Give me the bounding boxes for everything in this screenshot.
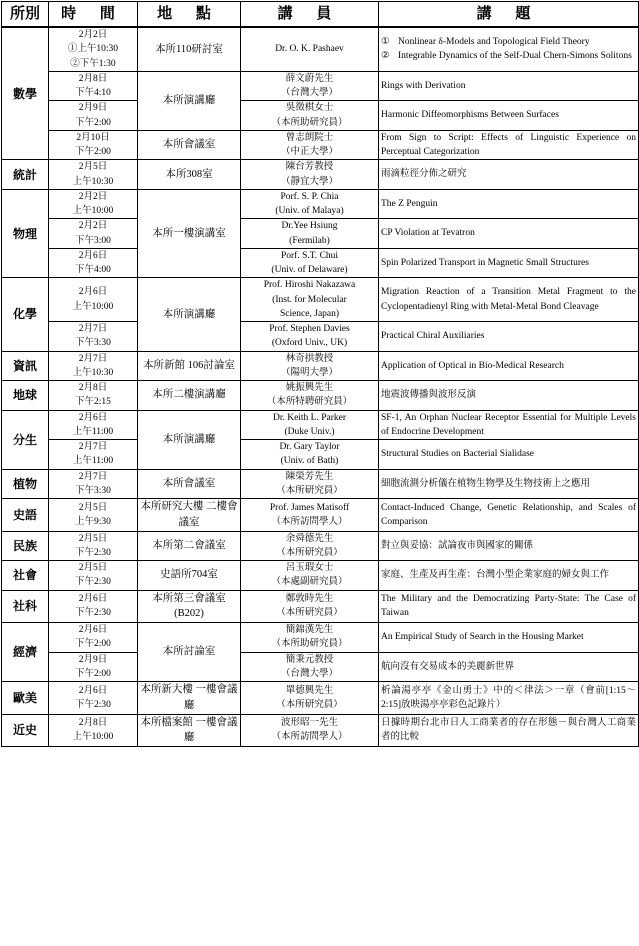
date-text: 2月6日 (78, 412, 108, 423)
table-row (2, 652, 639, 682)
speaker-cell (241, 440, 379, 470)
topic-cell: The Z Penguin (379, 189, 639, 219)
time-cell (49, 652, 138, 682)
time-cell (49, 219, 138, 249)
speaker-affiliation: （本所研究員） (276, 699, 343, 710)
dept-cell: 經濟 (2, 623, 49, 682)
date-text: 2月9日 (78, 654, 108, 665)
date-text: 2月6日 (78, 287, 108, 298)
topic-cell: From Sign to Script: Effects of Linguistic Experience on Perceptual Categorization (379, 130, 639, 160)
speaker-name: 曾志朗院士 (285, 132, 334, 143)
table-row (2, 219, 639, 249)
topic-item-text: Integrable Dynamics of the Self-Dual Chern-Simons Solitons (398, 51, 632, 62)
topic-cell: Structural Studies on Bacterial Sialidase (379, 440, 639, 470)
speaker-name: 姚振興先生 (285, 383, 334, 393)
place-cell: 本所第三會議室 (B202) (138, 590, 241, 623)
table-row (2, 278, 639, 322)
topic-cell: The Military and the Democratizing Party-State: The Case of Taiwan (379, 590, 639, 623)
topic-cell: 析論湯亭亭《金山勇士》中的＜律法＞一章（會前[1:15～2:15]放映湯亭亭彩色記錄片） (379, 682, 639, 715)
time-text: 上午11:00 (72, 426, 114, 437)
speaker-affiliation: (Inst. for Molecular (272, 294, 347, 305)
speaker-cell (241, 499, 379, 532)
date-text: 2月7日 (78, 324, 108, 334)
topic-cell: 家庭、生產及再生產：台灣小型企業家庭的婦女與工作 (379, 561, 639, 591)
place-cell: 本所會議室 (138, 469, 241, 499)
speaker-cell (241, 381, 379, 411)
speaker-affiliation: （本所研究員） (276, 547, 343, 558)
place-cell: 本所檔案館 一樓會議廳 (138, 714, 241, 747)
speaker-affiliation: （台灣大學） (280, 668, 338, 679)
time-text: 上午10:30 (72, 367, 114, 378)
place-cell: 本所一樓演講室 (138, 189, 241, 278)
speaker-cell (241, 189, 379, 219)
time-text: 下午2:00 (75, 147, 111, 157)
dept-cell: 統計 (2, 160, 49, 190)
dept-cell: 地球 (2, 381, 49, 411)
dept-cell: 歐美 (2, 682, 49, 715)
place-cell: 本所演講廳 (138, 71, 241, 130)
date-text: 2月7日 (78, 471, 108, 482)
table-row (2, 160, 639, 190)
time-cell (49, 71, 138, 101)
table-row (2, 714, 639, 747)
dept-cell: 分生 (2, 410, 49, 469)
header-topic: 講 題 (379, 2, 639, 28)
speaker-name: Dr. O. K. Pashaev (275, 44, 344, 55)
header-place: 地 點 (138, 2, 241, 28)
topic-cell: Rings with Derivation (379, 71, 639, 101)
speaker-name: 薛文蔚先生 (285, 73, 334, 84)
speaker-name: 簡錦漢先生 (285, 625, 334, 635)
table-row (2, 101, 639, 131)
place-cell: 本所演講廳 (138, 410, 241, 469)
speaker-name: 陳台芳教授 (285, 162, 334, 173)
place-cell: 本所會議室 (138, 130, 241, 160)
speaker-name: 吳徵棋女士 (285, 103, 334, 114)
speaker-cell (241, 590, 379, 623)
topic-item-number: ② (381, 51, 390, 62)
time-text: 下午2:00 (75, 668, 111, 679)
speaker-cell (241, 351, 379, 381)
speaker-affiliation: (Univ. of Delaware) (271, 265, 348, 275)
date-text: 2月2日 (78, 221, 108, 232)
date-text: 2月5日 (78, 162, 108, 173)
dept-cell: 民族 (2, 531, 49, 561)
table-row (2, 590, 639, 623)
time-cell (49, 561, 138, 591)
time-text: 下午3:30 (75, 485, 111, 496)
speaker-cell (241, 101, 379, 131)
topic-cell: CP Violation at Tevatron (379, 219, 639, 249)
speaker-name: 單德興先生 (285, 685, 334, 696)
time-text: 下午4:10 (75, 88, 111, 98)
date-text: 2月8日 (78, 383, 108, 393)
table-row (2, 322, 639, 352)
dept-cell: 數學 (2, 27, 49, 160)
topic-cell: 雨滴粒徑分佈之研究 (379, 160, 639, 190)
time-cell (49, 499, 138, 532)
topic-cell: 地震波傳播與波形反演 (379, 381, 639, 411)
date-text: 2月6日 (78, 625, 108, 635)
time-cell (49, 381, 138, 411)
speaker-name: Prof. Stephen Davies (269, 324, 350, 334)
topic-cell: 日據時期台北市日人工商業者的存在形態－與台灣人工商業者的比較 (379, 714, 639, 747)
time-cell (49, 322, 138, 352)
speaker-affiliation: (Oxford Univ., UK) (271, 338, 348, 349)
time-text: 下午2:30 (75, 608, 111, 619)
header-time: 時 間 (49, 2, 138, 28)
table-row (2, 440, 639, 470)
time-text: 上午9:30 (75, 516, 111, 527)
time-cell (49, 410, 138, 440)
date-text: 2月5日 (78, 563, 108, 573)
place-cell: 史語所704室 (138, 561, 241, 591)
date-text: 2月5日 (78, 533, 108, 544)
table-row (2, 531, 639, 561)
time-text: 下午3:00 (75, 235, 111, 246)
table-row (2, 469, 639, 499)
time-cell (49, 101, 138, 131)
speaker-affiliation: (Univ. of Malaya) (275, 206, 344, 216)
speaker-affiliation: （陽明大學） (280, 367, 338, 378)
time-text: 上午10:00 (72, 206, 114, 216)
speaker-cell (241, 219, 379, 249)
table-row (2, 27, 639, 71)
date-text: 2月2日 (78, 30, 108, 40)
place-cell: 本所308室 (138, 160, 241, 190)
speaker-cell (241, 561, 379, 591)
speaker-cell (241, 322, 379, 352)
time-text: 下午4:00 (75, 265, 111, 275)
speaker-name: Prof. Hiroshi Nakazawa (263, 280, 356, 291)
place-cell: 本所110研討室 (138, 27, 241, 71)
time-text: 上午11:00 (72, 456, 114, 467)
time-text: 下午2:15 (75, 397, 111, 408)
time-cell (49, 160, 138, 190)
date-text: 2月6日 (78, 250, 108, 261)
topic-cell: Harmonic Diffeomorphisms Between Surfaces (379, 101, 639, 131)
date-text: 2月5日 (78, 502, 108, 513)
place-cell: 本所新館 106討論室 (138, 351, 241, 381)
dept-cell: 史語 (2, 499, 49, 532)
speaker-affiliation: （本所研究員） (276, 485, 343, 496)
time-cell (49, 351, 138, 381)
time-text: 下午3:30 (75, 338, 111, 349)
time-text: ①上午10:30 (67, 44, 119, 55)
speaker-cell (241, 248, 379, 278)
speaker-cell (241, 714, 379, 747)
time-cell (49, 590, 138, 623)
time-cell (49, 278, 138, 322)
speaker-cell (241, 531, 379, 561)
speaker-name: Porf. S.T. Chui (280, 250, 339, 261)
date-text: 2月6日 (78, 685, 108, 696)
place-cell: 本所討論室 (138, 623, 241, 682)
time-text: 下午2:30 (75, 577, 111, 588)
time-cell (49, 27, 138, 71)
time-cell (49, 440, 138, 470)
place-cell: 本所第二會議室 (138, 531, 241, 561)
date-text: 2月9日 (78, 103, 108, 114)
table-row (2, 561, 639, 591)
dept-cell: 化學 (2, 278, 49, 351)
date-text: 2月8日 (78, 73, 108, 84)
time-text: 下午2:30 (75, 547, 111, 558)
table-row (2, 71, 639, 101)
topic-cell: An Empirical Study of Search in the Housing Market (379, 623, 639, 653)
dept-cell: 資訊 (2, 351, 49, 381)
time-cell (49, 130, 138, 160)
time-cell (49, 714, 138, 747)
speaker-cell (241, 160, 379, 190)
topic-cell: Practical Chiral Auxiliaries (379, 322, 639, 352)
dept-cell: 物理 (2, 189, 49, 278)
topic-item-text: Nonlinear δ-Models and Topological Field Theory (398, 37, 590, 48)
topic-cell: Contact-Induced Change, Genetic Relationship, and Scales of Comparison (379, 499, 639, 532)
speaker-name: 余舜德先生 (285, 533, 334, 544)
speaker-name: 林奇拱教授 (285, 353, 334, 364)
speaker-name: Dr. Keith L. Parker (272, 412, 347, 423)
speaker-name: Dr. Gary Taylor (279, 442, 340, 452)
topic-cell: Migration Reaction of a Transition Metal Fragment to the Cyclopentadienyl Ring with Metal-Metal Bond Cleavage (379, 278, 639, 322)
time-cell (49, 531, 138, 561)
time-text: 上午10:30 (72, 176, 114, 187)
time-cell (49, 248, 138, 278)
speaker-cell (241, 623, 379, 653)
speaker-affiliation: （本所研究員） (276, 608, 343, 619)
speaker-affiliation: （中正大學） (280, 147, 338, 157)
speaker-cell (241, 71, 379, 101)
speaker-affiliation: (Fermilab) (289, 235, 330, 246)
time-cell (49, 189, 138, 219)
table-row (2, 130, 639, 160)
date-text: 2月8日 (78, 718, 108, 728)
topic-cell: 細胞流測分析儀在植物生物學及生物技術上之應用 (379, 469, 639, 499)
time-text: 上午10:00 (72, 301, 114, 312)
topic-cell: 對立與妥協：試論夜市與國家的關係 (379, 531, 639, 561)
dept-cell: 社科 (2, 590, 49, 623)
date-text: 2月2日 (78, 191, 108, 202)
table-row (2, 381, 639, 411)
table-row (2, 410, 639, 440)
dept-cell: 植物 (2, 469, 49, 499)
table-row (2, 682, 639, 715)
speaker-cell (241, 278, 379, 322)
speaker-affiliation: (Duke Univ.) (284, 426, 335, 437)
speaker-affiliation: (Univ. of Bath) (280, 456, 339, 467)
time-text: 上午10:00 (72, 732, 114, 743)
dept-cell: 社會 (2, 561, 49, 591)
dept-cell: 近史 (2, 714, 49, 747)
speaker-affiliation: Science, Japan) (279, 308, 340, 319)
speaker-name: Dr.Yee Hsiung (281, 221, 338, 232)
speaker-name: Porf. S. P. Chia (280, 191, 339, 202)
time-text: 下午2:00 (75, 117, 111, 128)
topic-cell: Application of Optical in Bio-Medical Research (379, 351, 639, 381)
time-cell (49, 623, 138, 653)
date-text: 2月7日 (78, 353, 108, 364)
time-text: 下午2:00 (75, 639, 111, 650)
table-row (2, 351, 639, 381)
topic-cell: Spin Polarized Transport in Magnetic Small Structures (379, 248, 639, 278)
speaker-affiliation: （本所助研究員） (271, 639, 348, 650)
speaker-name: Prof. James Matisoff (269, 502, 350, 513)
date-text: 2月6日 (78, 594, 108, 604)
speaker-cell (241, 682, 379, 715)
topic-list (381, 35, 636, 64)
speaker-affiliation: （本所訪問學人） (271, 516, 348, 527)
topic-item (381, 35, 636, 49)
place-cell: 本所演講廳 (138, 278, 241, 351)
lecture-schedule-table (1, 1, 639, 747)
speaker-affiliation: （本所助研究員） (271, 117, 348, 128)
time-text: ②下午1:30 (70, 58, 116, 69)
speaker-affiliation: （本所訪問學人） (271, 732, 348, 743)
speaker-cell (241, 469, 379, 499)
speaker-name: 簡秉元教授 (285, 654, 334, 665)
header-dept: 所別 (2, 2, 49, 28)
speaker-affiliation: （本所特聘研究員） (266, 397, 353, 408)
speaker-affiliation: （本處副研究員） (271, 577, 348, 588)
speaker-name: 呂玉瑕女士 (285, 563, 334, 573)
header-row (2, 2, 639, 28)
topic-cell: 航向沒有交易成本的美麗新世界 (379, 652, 639, 682)
date-text: 2月7日 (78, 442, 108, 452)
speaker-name: 鄭敦時先生 (285, 594, 334, 604)
speaker-affiliation: （台灣大學） (280, 88, 338, 98)
table-row (2, 499, 639, 532)
speaker-affiliation: （靜宜大學） (280, 176, 338, 187)
time-cell (49, 682, 138, 715)
place-cell: 本所二樓演講廳 (138, 381, 241, 411)
speaker-cell (241, 130, 379, 160)
header-speaker: 講 員 (241, 2, 379, 28)
time-cell (49, 469, 138, 499)
topic-item-number: ① (381, 37, 390, 48)
speaker-cell (241, 410, 379, 440)
speaker-name: 波形昭一先生 (280, 718, 338, 728)
topic-cell (379, 27, 639, 71)
table-row (2, 189, 639, 219)
place-cell: 本所新大樓 一樓會議廳 (138, 682, 241, 715)
date-text: 2月10日 (76, 132, 110, 143)
speaker-cell (241, 652, 379, 682)
place-cell: 本所研究大樓 二樓會議室 (138, 499, 241, 532)
topic-cell: SF-1, An Orphan Nuclear Receptor Essential for Multiple Levels of Endocrine Development (379, 410, 639, 440)
topic-item (381, 49, 636, 63)
table-row (2, 623, 639, 653)
speaker-cell (241, 27, 379, 71)
speaker-name: 陳榮芳先生 (285, 471, 334, 482)
table-row (2, 248, 639, 278)
time-text: 下午2:30 (75, 699, 111, 710)
